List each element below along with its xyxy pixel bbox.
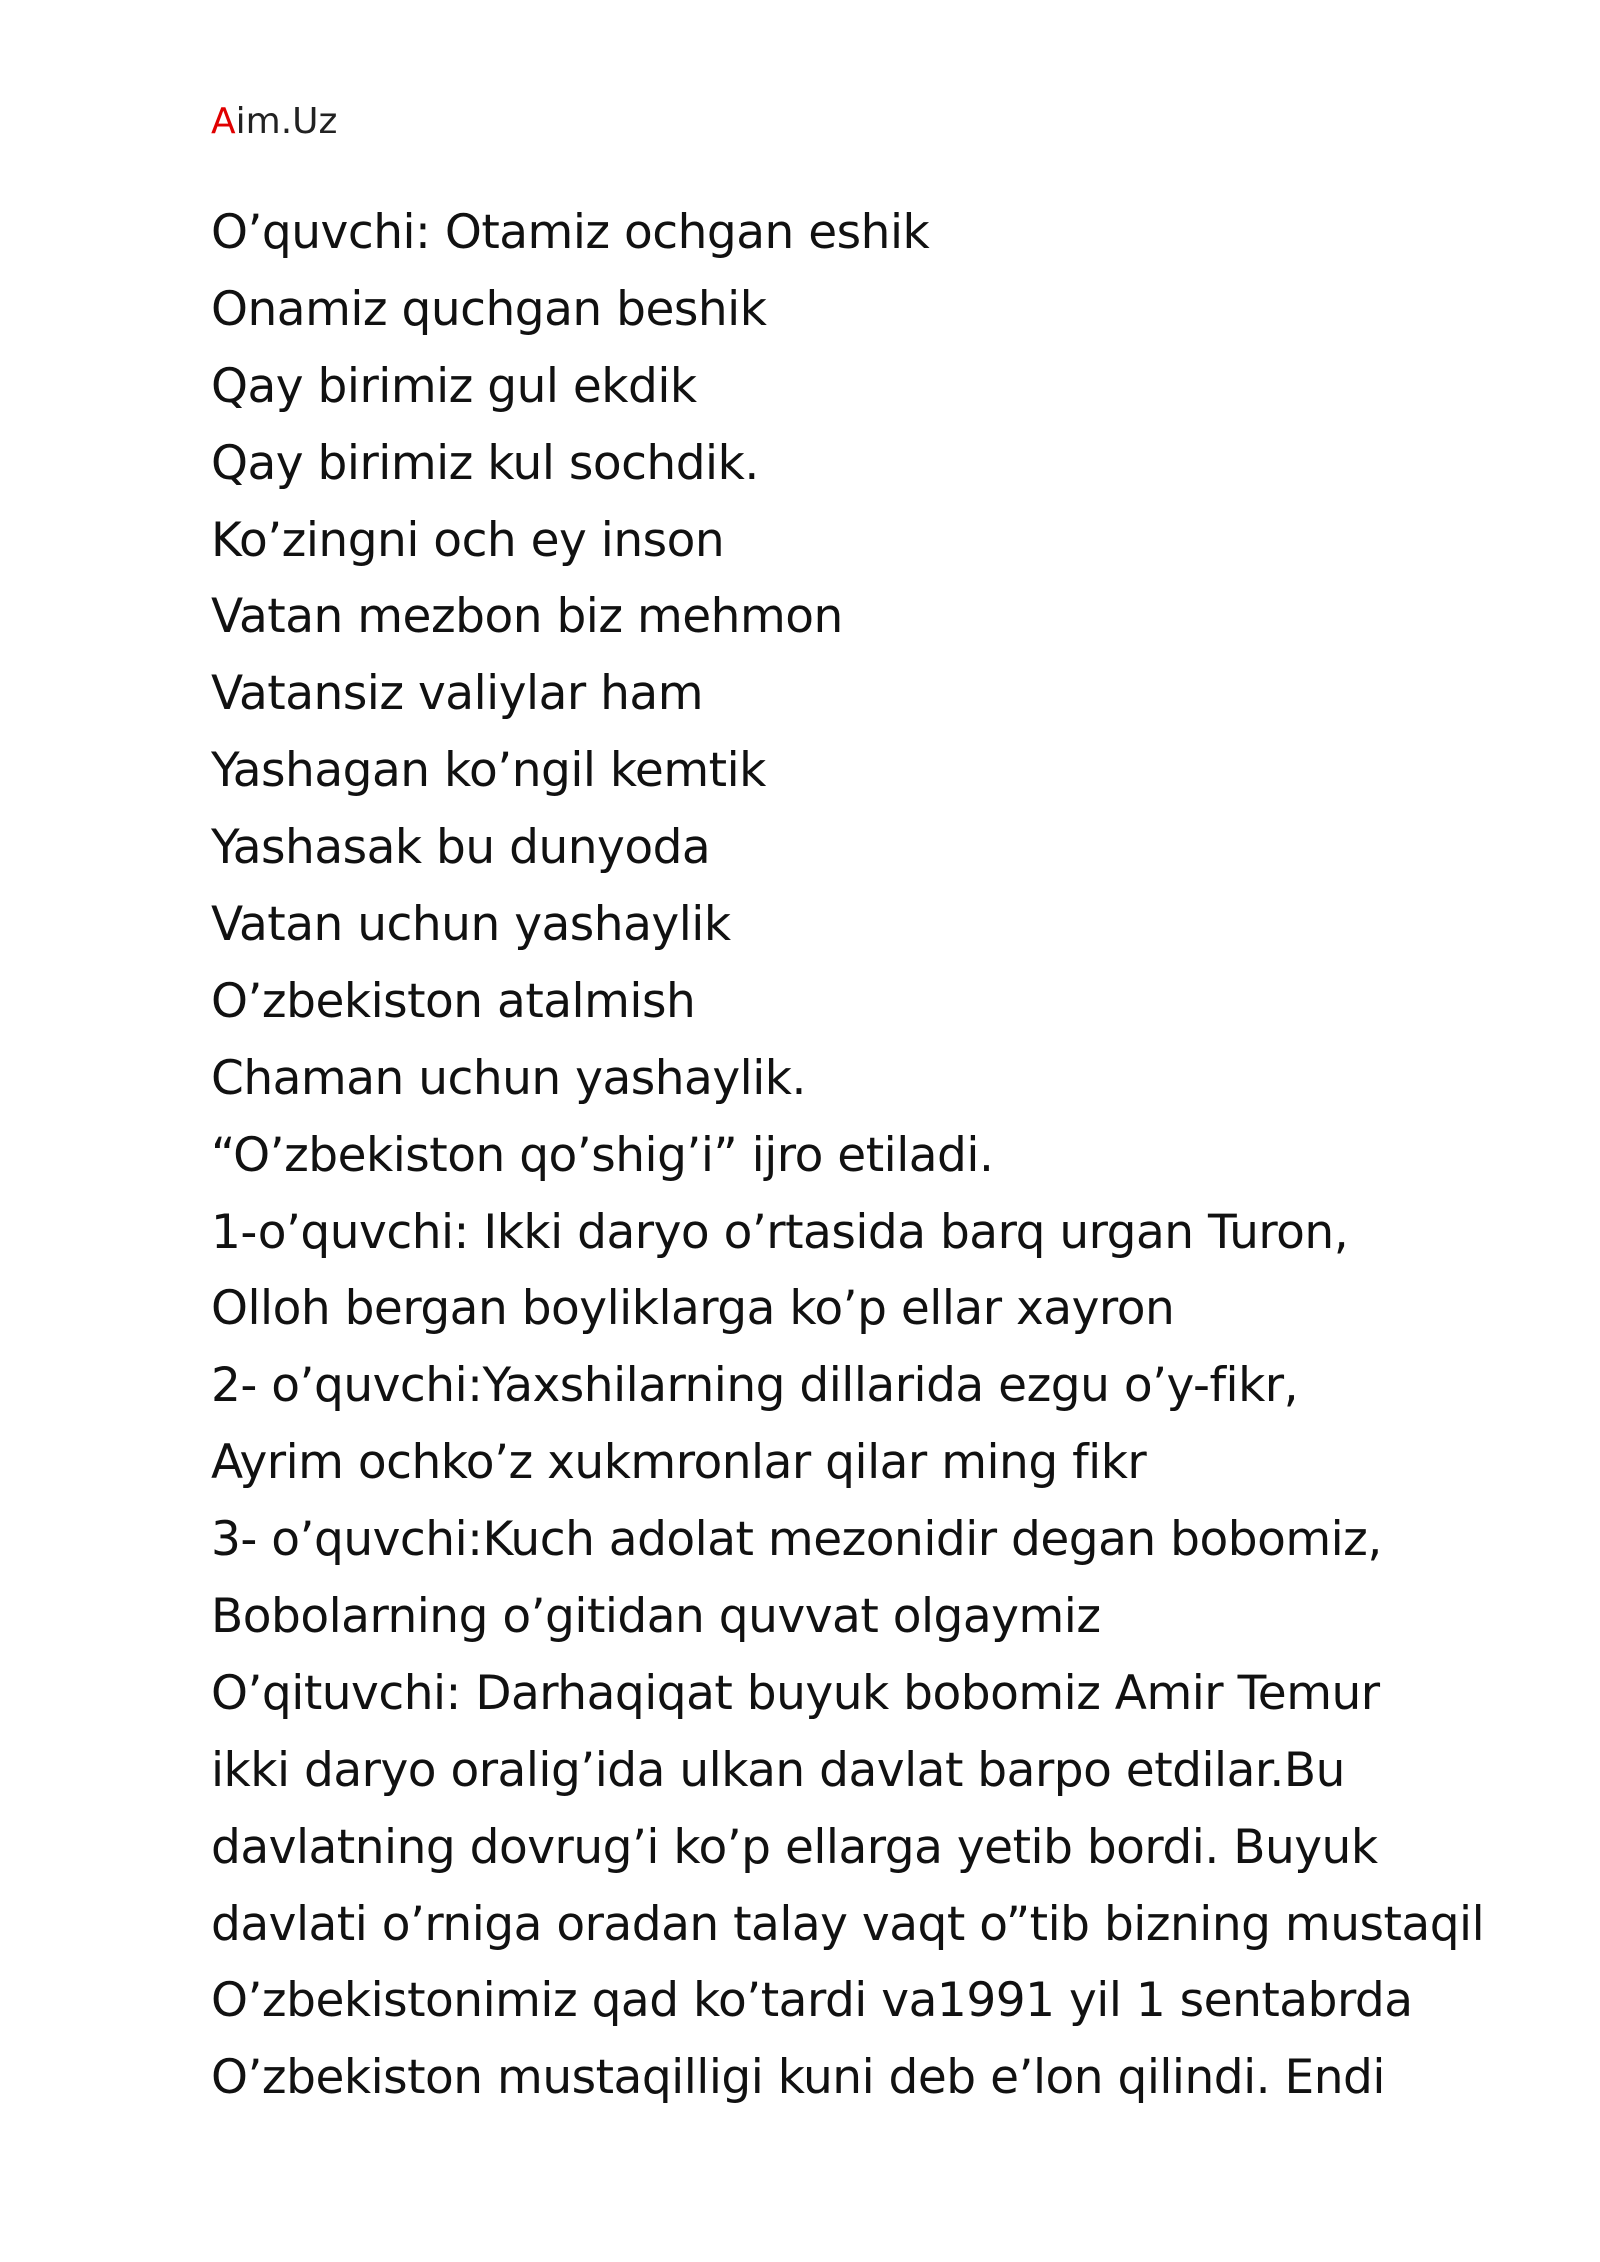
- text-line: 1-o’quvchi: Ikki daryo o’rtasida barq urgan Turon,: [211, 1204, 1349, 1260]
- site-brand: [211, 100, 337, 144]
- text-line: O’quvchi: Otamiz ochgan eshik: [211, 205, 930, 260]
- text-line: Yashasak bu dunyoda: [211, 820, 711, 876]
- text-line: ikki daryo oralig’ida ulkan davlat barpo etdilar.Bu: [211, 1742, 1345, 1798]
- text-line: davlatning dovrug’i ko’p ellarga yetib bordi. Buyuk: [211, 1819, 1378, 1875]
- text-line: O’zbekistonimiz qad ko’tardi va1991 yil 1 sentabrda: [211, 1973, 1413, 2029]
- text-line: O’qituvchi: Darhaqiqat buyuk bobomiz Amir Temur: [211, 1665, 1380, 1721]
- text-line: davlati o’rniga oradan talay vaqt o”tib bizning mustaqil: [211, 1896, 1485, 1952]
- text-body: [211, 195, 1551, 2117]
- text-line: 2- o’quvchi:Yaxshilarning dillarida ezgu o’y-fikr,: [211, 1358, 1299, 1414]
- text-line: Chaman uchun yashaylik.: [211, 1050, 806, 1106]
- text-line: O’zbekiston atalmish: [211, 973, 696, 1029]
- text-line: Qay birimiz gul ekdik: [211, 358, 697, 414]
- text-line: Qay birimiz kul sochdik.: [211, 435, 759, 491]
- text-line: Ko’zingni och ey inson: [211, 512, 725, 568]
- text-line: Vatansiz valiylar ham: [211, 666, 704, 722]
- text-line: Olloh bergan boyliklarga ko’p ellar xayron: [211, 1281, 1175, 1337]
- brand-first-letter: A: [211, 101, 236, 142]
- text-line: O’zbekiston mustaqilligi kuni deb e’lon qilindi. Endi: [211, 2050, 1385, 2106]
- text-line: Vatan mezbon biz mehmon: [211, 589, 843, 645]
- text-line: Onamiz quchgan beshik: [211, 281, 767, 337]
- brand-rest: im.Uz: [235, 101, 338, 142]
- text-line: Yashagan ko’ngil kemtik: [211, 743, 766, 799]
- text-line: “O’zbekiston qo’shig’i” ijro etiladi.: [211, 1127, 994, 1183]
- text-line: Vatan uchun yashaylik: [211, 897, 731, 953]
- text-line: Ayrim ochko’z xukmronlar qilar ming fikr: [211, 1435, 1147, 1491]
- text-line: 3- o’quvchi:Kuch adolat mezonidir degan bobomiz,: [211, 1512, 1382, 1568]
- text-line: Bobolarning o’gitidan quvvat olgaymiz: [211, 1589, 1101, 1645]
